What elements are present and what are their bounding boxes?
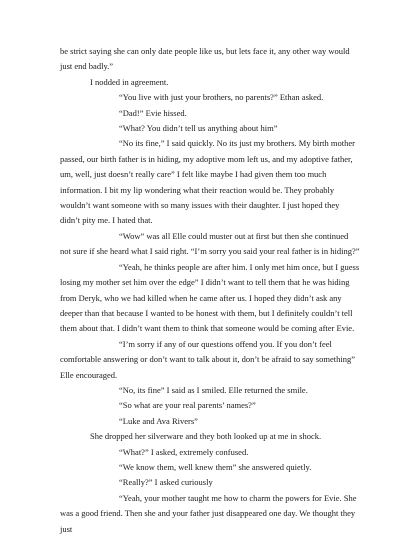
paragraph: “Yeah, he thinks people are after him. I only met him once, but I guess losing my mother set him over the edge” I didn’t want to tell them that he was hiding from Deryk, who we had killed when he came after us. I hoped they didn’t ask any deeper than that because I wanted to be honest with them, but I definitely couldn’t tell them about that. I didn’t want them to think that someone would be coming after Evie. bbox=[60, 261, 360, 334]
paragraph: “Really?” I asked curiously bbox=[119, 477, 213, 488]
paragraph: “We know them, well knew them” she answered quietly. bbox=[119, 461, 312, 472]
paragraph: She dropped her silverware and they both looked up at me in shock. bbox=[90, 431, 322, 442]
paragraph: “No its fine,” I said quickly. No its just my brothers. My birth mother passed, our birth father is in hiding, my adoptive mom left us, and my adoptive father, um, well, just doesn’t really care” I felt like maybe I had given them too much information. I bit my lip wondering what their reaction would be. They probably wouldn’t want someone with so many issues with their daughter. I just hoped they didn’t pity me. I hated that. bbox=[60, 138, 355, 226]
paragraph: be strict saying she can only date people like us, but lets face it, any other way would just end badly.” bbox=[60, 46, 350, 72]
paragraph: “Dad!” Evie hissed. bbox=[119, 107, 187, 118]
paragraph: “I’m sorry if any of our questions offend you. If you don’t feel comfortable answering or don’t want to talk about it, don’t be afraid to say something” Elle encouraged. bbox=[60, 338, 355, 380]
paragraph: “Luke and Ava Rivers” bbox=[119, 415, 198, 426]
paragraph: “Wow” was all Elle could muster out at first but then she continued not sure if she heard what I said right. “I’m sorry you said your real father is in hiding?” bbox=[60, 230, 360, 257]
paragraph: “So what are your real parents’ names?” bbox=[119, 400, 256, 411]
paragraph: “What? You didn’t tell us anything about him” bbox=[119, 123, 278, 134]
paragraph: “Yeah, your mother taught me how to charm the powers for Evie. She was a good friend. Then she and your father just disappeared one day. We thought they just bbox=[60, 492, 357, 534]
paragraph: “You live with just your brothers, no parents?” Ethan asked. bbox=[119, 92, 324, 103]
paragraph: I nodded in agreement. bbox=[90, 76, 169, 87]
paragraph: “What?” I asked, extremely confused. bbox=[119, 446, 249, 457]
paragraph: “No, its fine” I said as I smiled. Elle returned the smile. bbox=[119, 384, 308, 395]
